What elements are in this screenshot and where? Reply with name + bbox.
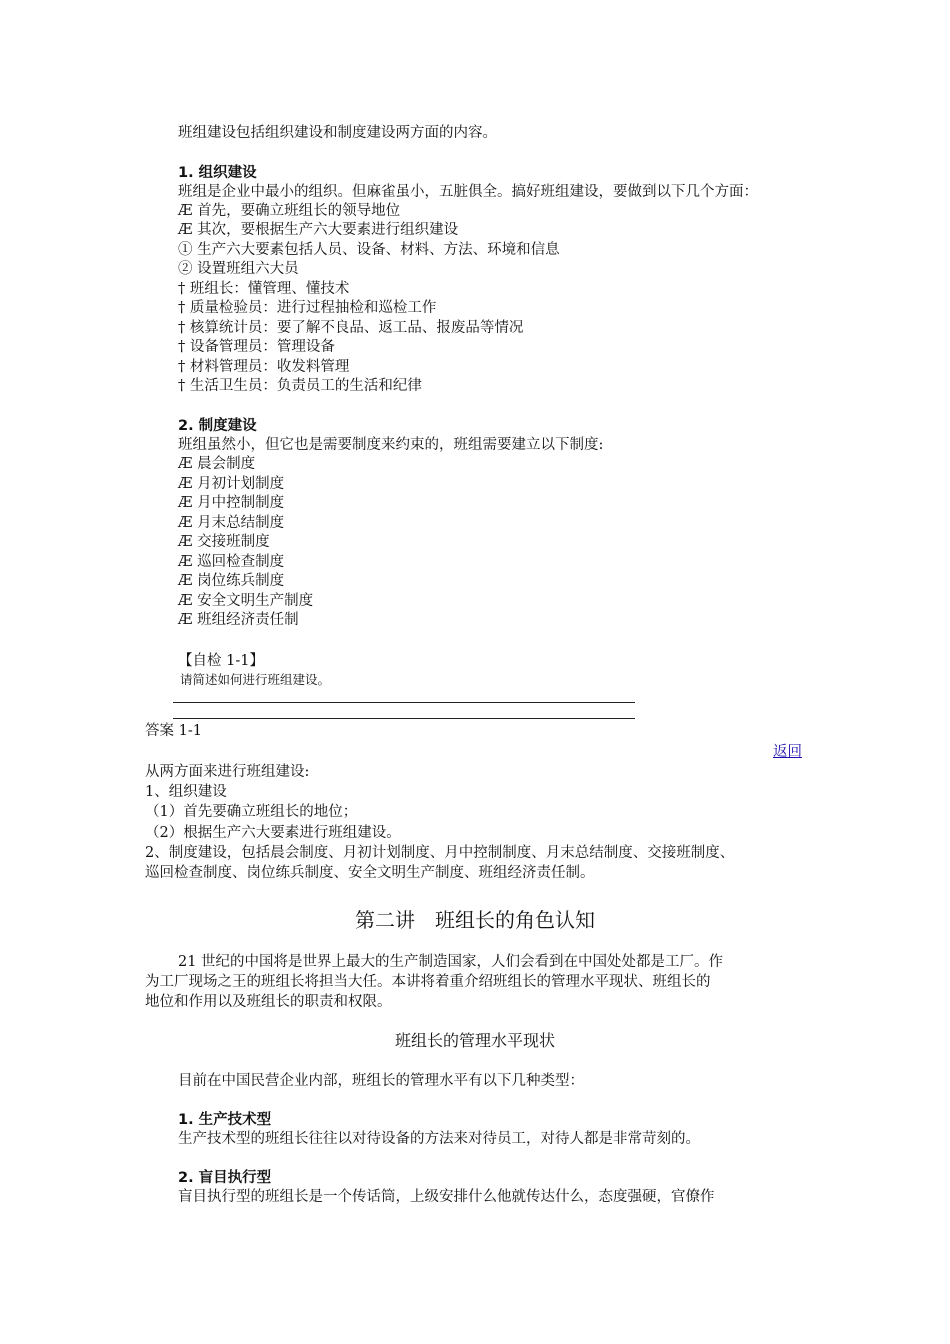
answer-blank-line[interactable] xyxy=(173,718,635,719)
section2-line: Æ 月末总结制度 xyxy=(178,515,285,531)
section1-line: 班组是企业中最小的组织。但麻雀虽小，五脏俱全。搞好班组建设，要做到以下几个方面： xyxy=(178,184,758,200)
lecture-title: 第二讲 班组长的角色认知 xyxy=(355,908,595,932)
section1-line: † 生活卫生员：负责员工的生活和纪律 xyxy=(178,378,422,394)
section1-line: Æ 首先，要确立班组长的领导地位 xyxy=(178,203,401,219)
lecture-intro-line: 为工厂现场之王的班组长将担当大任。本讲将着重介绍班组长的管理水平现状、班组长的 xyxy=(145,974,711,990)
section-heading-system: 2. 制度建设 xyxy=(178,418,257,434)
section1-line: † 质量检验员：进行过程抽检和巡检工作 xyxy=(178,300,437,316)
type-heading: 2. 盲目执行型 xyxy=(178,1170,272,1186)
section1-line: ① 生产六大要素包括人员、设备、材料、方法、环境和信息 xyxy=(178,242,560,258)
back-link[interactable]: 返回 xyxy=(773,744,802,760)
section2-line: 班组虽然小，但它也是需要制度来约束的，班组需要建立以下制度: xyxy=(178,437,604,453)
answer-blank-line[interactable] xyxy=(173,702,635,703)
section2-line: Æ 岗位练兵制度 xyxy=(178,573,285,589)
section1-line: † 核算统计员：要了解不良品、返工品、报废品等情况 xyxy=(178,320,524,336)
section-heading-organization: 1. 组织建设 xyxy=(178,165,257,181)
answer-line: （1）首先要确立班组长的地位； xyxy=(145,804,358,820)
section1-line: † 设备管理员：管理设备 xyxy=(178,339,335,355)
section1-line: † 班组长：懂管理、懂技术 xyxy=(178,281,350,297)
section1-line: † 材料管理员：收发料管理 xyxy=(178,359,350,375)
section2-line: Æ 晨会制度 xyxy=(178,456,256,472)
answer-line: 巡回检查制度、岗位练兵制度、安全文明生产制度、班组经济责任制。 xyxy=(145,865,595,881)
type-heading: 1. 生产技术型 xyxy=(178,1112,272,1128)
type-text: 生产技术型的班组长往往以对待设备的方法来对待员工，对待人都是非常苛刻的。 xyxy=(178,1131,700,1147)
section2-line: Æ 月初计划制度 xyxy=(178,476,285,492)
selfcheck-question: 请简述如何进行班组建设。 xyxy=(180,672,331,687)
section2-line: Æ 安全文明生产制度 xyxy=(178,593,314,609)
lecture-intro-line: 地位和作用以及班组长的职责和权限。 xyxy=(145,994,392,1010)
section-subtitle: 班组长的管理水平现状 xyxy=(394,1031,555,1050)
sub-intro: 目前在中国民营企业内部，班组长的管理水平有以下几种类型： xyxy=(178,1073,584,1089)
selfcheck-title: 【自检 1-1】 xyxy=(178,653,264,669)
type-text: 盲目执行型的班组长是一个传话筒，上级安排什么他就传达什么，态度强硬，官僚作 xyxy=(178,1189,715,1205)
section2-line: Æ 交接班制度 xyxy=(178,534,270,550)
section2-line: Æ 班组经济责任制 xyxy=(178,612,299,628)
answer-title: 答案 1-1 xyxy=(145,723,202,739)
answer-line: （2）根据生产六大要素进行班组建设。 xyxy=(145,825,401,841)
section1-line: Æ 其次，要根据生产六大要素进行组织建设 xyxy=(178,222,459,238)
answer-line: 从两方面来进行班组建设: xyxy=(145,764,310,780)
section2-line: Æ 巡回检查制度 xyxy=(178,554,285,570)
answer-line: 2、制度建设，包括晨会制度、月初计划制度、月中控制制度、月末总结制度、交接班制度、 xyxy=(145,845,735,861)
intro-paragraph: 班组建设包括组织建设和制度建设两方面的内容。 xyxy=(178,125,497,141)
section1-line: ② 设置班组六大员 xyxy=(178,261,299,277)
answer-line: 1、组织建设 xyxy=(145,784,227,800)
lecture-intro-line: 21 世纪的中国将是世界上最大的生产制造国家，人们会看到在中国处处都是工厂。作 xyxy=(178,954,724,970)
section2-line: Æ 月中控制制度 xyxy=(178,495,285,511)
